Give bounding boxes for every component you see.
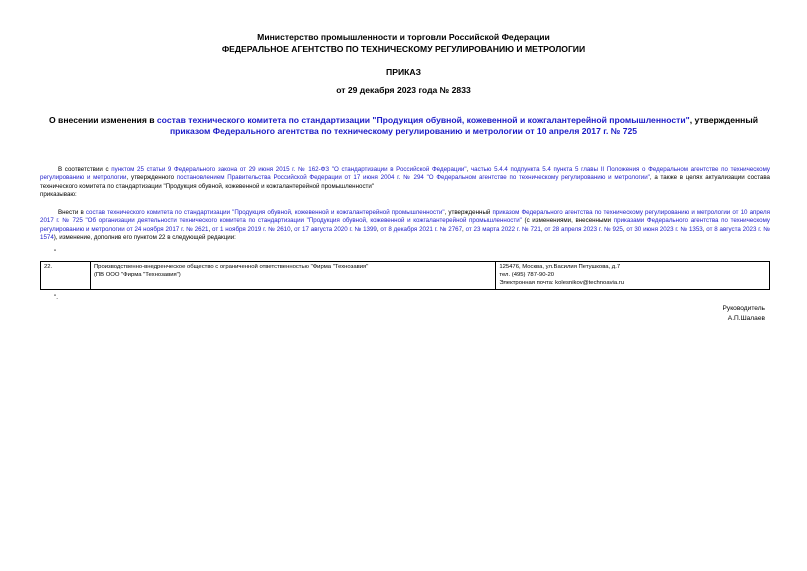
text-span: ), изменение, дополнив его пунктом 22 в следующей редакции: xyxy=(53,234,236,242)
link-order-721[interactable]: от 23 марта 2022 г. № 721 xyxy=(465,225,541,233)
signature-block xyxy=(723,304,765,324)
amendment-paragraph xyxy=(40,209,770,243)
ministry-name: Министерство промышленности и торговли Российской Федерации xyxy=(257,32,550,42)
contact-cell xyxy=(496,262,770,290)
quote-open-mark: " xyxy=(54,249,57,256)
link-order-925[interactable]: от 28 апреля 2023 г. № 925 xyxy=(544,225,623,233)
text-span: , xyxy=(540,225,545,233)
organization-name: Производственно-внедренческое общество с ограниченной ответственностью "Фирма "Технозавия" xyxy=(93,264,369,270)
committee-member-table xyxy=(40,261,770,290)
preamble-paragraph xyxy=(40,166,770,200)
link-order-2621[interactable]: приказами Федерального агентства по техническому регулированию и метрологии от 24 ноября 2017 г. № 2621 xyxy=(40,217,771,233)
text-span: , а также в целях актуализации состава технического комитета по стандартизации "Продукция обувной, кожевенной и кожгалантерейной промышленности" xyxy=(40,174,770,190)
document-date-number: от 29 декабря 2023 года № 2833 xyxy=(336,85,471,95)
title-text: О внесении изменения в xyxy=(48,115,157,125)
link-order-1399[interactable]: от 17 августа 2020 г. № 1399 xyxy=(294,225,377,233)
text-span: , xyxy=(466,166,471,173)
table-row xyxy=(41,262,770,290)
organization-phone: тел. (495) 787-90-20 xyxy=(499,272,554,279)
link-regulation-clause[interactable]: частью 5.4.4 подпункта 5.4 пункта 5 главы II Положения о Федеральном агентстве по техническому регулированию и метрологии xyxy=(40,166,770,182)
link-order-1353[interactable]: от 30 июня 2023 г. № 1353 xyxy=(626,225,703,233)
text-span: , xyxy=(462,225,466,233)
text-span: (с изменениями, внесенными xyxy=(521,217,614,225)
text-span: , xyxy=(376,225,381,233)
organization-email: Электронная почта: kolesnikov@technoavia.ru xyxy=(499,280,625,287)
row-number: 22. xyxy=(41,262,91,290)
text-span: , утвержденный xyxy=(444,209,493,216)
agency-name: ФЕДЕРАЛЬНОЕ АГЕНТСТВО ПО ТЕХНИЧЕСКОМУ РЕГУЛИРОВАНИЮ И МЕТРОЛОГИИ xyxy=(221,44,586,54)
title-link-committee[interactable]: состав технического комитета по стандартизации "Продукция обувной, кожевенной и кожгалантерейной промышленности" xyxy=(156,115,690,125)
link-government-decree[interactable]: постановлением Правительства Российской Федерации от 17 июня 2004 г. № 294 "О Федеральном агентстве по техническому регулированию и метрологии" xyxy=(176,174,650,182)
title-link-order[interactable]: приказом Федерального агентства по техническому регулированию и метрологии от 10 апреля 2017 г. № 725 xyxy=(169,126,638,136)
text-span: , xyxy=(702,225,707,233)
text-span: В соответствии с xyxy=(58,166,112,173)
document-title xyxy=(30,115,777,137)
organization-cell xyxy=(90,262,495,290)
text-span: Внести в xyxy=(58,209,86,216)
organization-short-name: (ПВ ООО "Фирма "Технозавия") xyxy=(93,272,181,279)
quote-close-mark: ". xyxy=(54,294,58,301)
text-span: , утвержденного xyxy=(126,174,177,182)
link-order-1574[interactable]: от 8 августа 2023 г. № 1574 xyxy=(40,225,770,242)
signatory-name: А.П.Шалаев xyxy=(727,315,765,322)
title-text: , утвержденный xyxy=(689,115,758,125)
link-order-2610[interactable]: от 1 ноября 2019 г. № 2610 xyxy=(212,225,291,233)
link-order-2767[interactable]: от 8 декабря 2021 г. № 2767 xyxy=(380,225,463,233)
signatory-role: Руководитель xyxy=(722,305,765,312)
text-span: , xyxy=(622,225,627,233)
link-committee-composition[interactable]: состав технического комитета по стандартизации "Продукция обувной, кожевенной и кожгалантерейной промышленности" xyxy=(85,209,445,216)
text-span: , xyxy=(290,225,295,233)
document-type: ПРИКАЗ xyxy=(386,67,421,77)
order-word: приказываю: xyxy=(40,191,77,199)
link-federal-law[interactable]: пунктом 25 статьи 9 Федерального закона от 29 июня 2015 г. № 162-ФЗ "О стандартизации в Российской Федерации" xyxy=(111,166,467,173)
link-order-725[interactable]: приказом Федерального агентства по техническому регулированию и метрологии от 10 апреля 2017 г. № 725 "Об организации деятельности технического комитета по стандартизации "Продукция обувной, кожевенной и кожгалантерейной промышленности" xyxy=(40,209,771,225)
organization-address: 125476, Москва, ул.Василия Петушкова, д.7 xyxy=(499,264,621,270)
text-span: , xyxy=(208,225,213,233)
